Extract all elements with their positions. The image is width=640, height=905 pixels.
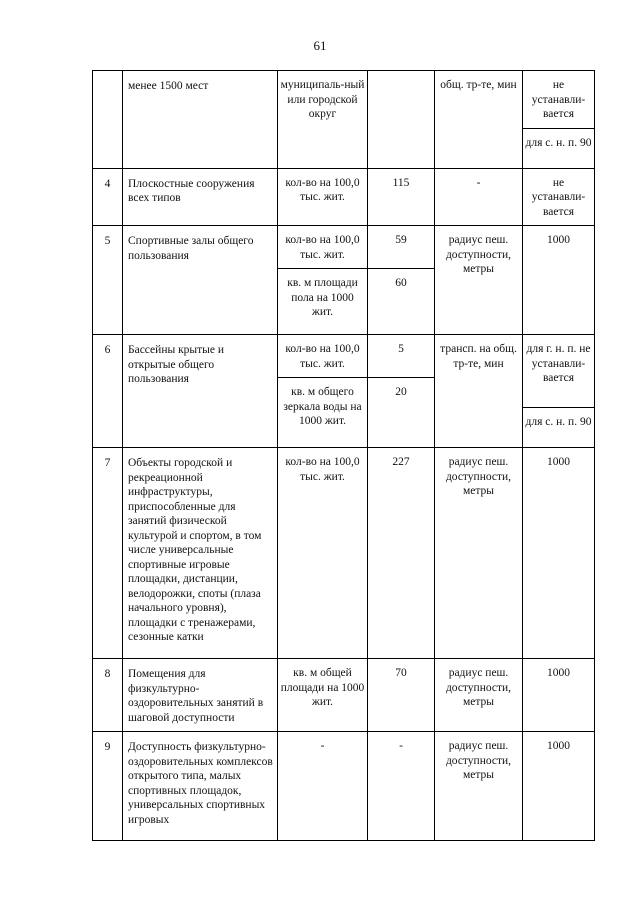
row-unit-cell: кол-во на 100,0 тыс. жит. <box>278 168 368 226</box>
table-row <box>93 732 595 841</box>
row-name-cell: Помещения для физкультурно-оздоровительных занятий в шаговой доступности <box>123 659 278 732</box>
row-indicator-cell: радиус пеш. доступности, метры <box>435 448 523 659</box>
row-value-cell: - <box>368 732 435 841</box>
row-unit-cell: кв. м площади пола на 1000 жит. <box>278 269 368 335</box>
row-number-cell: 5 <box>93 226 123 335</box>
row-norm-cell: для с. н. п. 90 <box>523 128 595 168</box>
table-row <box>93 448 595 659</box>
row-value-cell: 59 <box>368 226 435 269</box>
page-number: 61 <box>313 38 327 53</box>
row-number-cell: 4 <box>93 168 123 226</box>
row-name-cell: Бассейны крытые и открытые общего пользования <box>123 335 278 448</box>
table-row <box>93 71 595 129</box>
row-unit-cell: кол-во на 100,0 тыс. жит. <box>278 448 368 659</box>
row-unit-cell: кол-во на 100,0 тыс. жит. <box>278 226 368 269</box>
table-row <box>93 168 595 226</box>
row-norm-cell: для с. н. п. 90 <box>523 408 595 448</box>
row-unit-cell: кв. м общего зеркала воды на 1000 жит. <box>278 378 368 448</box>
row-indicator-cell: общ. тр-те, мин <box>435 71 523 169</box>
row-indicator-cell: радиус пеш. доступности, метры <box>435 226 523 335</box>
row-indicator-cell: - <box>435 168 523 226</box>
norms-table <box>92 70 595 841</box>
row-value-cell: 115 <box>368 168 435 226</box>
row-value-cell: 20 <box>368 378 435 448</box>
row-norm-cell: не устанавли-вается <box>523 168 595 226</box>
row-norm-cell: для г. н. п. не устанавли-вается <box>523 335 595 408</box>
row-number-cell: 6 <box>93 335 123 448</box>
row-value-cell: 60 <box>368 269 435 335</box>
row-norm-cell: 1000 <box>523 448 595 659</box>
row-unit-cell: - <box>278 732 368 841</box>
row-number-cell: 7 <box>93 448 123 659</box>
row-indicator-cell: трансп. на общ. тр-те, мин <box>435 335 523 448</box>
row-name-cell: менее 1500 мест <box>123 71 278 169</box>
row-name-cell: Доступность физкультурно-оздоровительных комплексов открытого типа, малых спортивных площадок, универсальных спортивных игровых <box>123 732 278 841</box>
row-value-cell: 5 <box>368 335 435 378</box>
row-norm-cell: не устанавли-вается <box>523 71 595 129</box>
row-name-cell: Спортивные залы общего пользования <box>123 226 278 335</box>
row-unit-cell: кол-во на 100,0 тыс. жит. <box>278 335 368 378</box>
row-unit-cell: кв. м общей площади на 1000 жит. <box>278 659 368 732</box>
row-indicator-cell: радиус пеш. доступности, метры <box>435 732 523 841</box>
row-value-cell: 70 <box>368 659 435 732</box>
table-row <box>93 226 595 269</box>
row-name-cell: Плоскостные сооружения всех типов <box>123 168 278 226</box>
row-norm-cell: 1000 <box>523 732 595 841</box>
row-norm-cell: 1000 <box>523 226 595 335</box>
row-unit-cell: муниципаль-ный или городской округ <box>278 71 368 169</box>
table-row <box>93 659 595 732</box>
row-value-cell <box>368 71 435 169</box>
row-name-cell: Объекты городской и рекреационной инфраструктуры, приспособленные для занятий физической культурой и спортом, в том числе универсальные спортивные игровые площадки, дистанции, велодорожки, споты (плаза начального уровня), площадки с тренажерами, сезонные катки <box>123 448 278 659</box>
row-norm-cell: 1000 <box>523 659 595 732</box>
row-number-cell: 8 <box>93 659 123 732</box>
row-indicator-cell: радиус пеш. доступности, метры <box>435 659 523 732</box>
row-value-cell: 227 <box>368 448 435 659</box>
row-number-cell <box>93 71 123 169</box>
table-row <box>93 335 595 378</box>
row-number-cell: 9 <box>93 732 123 841</box>
